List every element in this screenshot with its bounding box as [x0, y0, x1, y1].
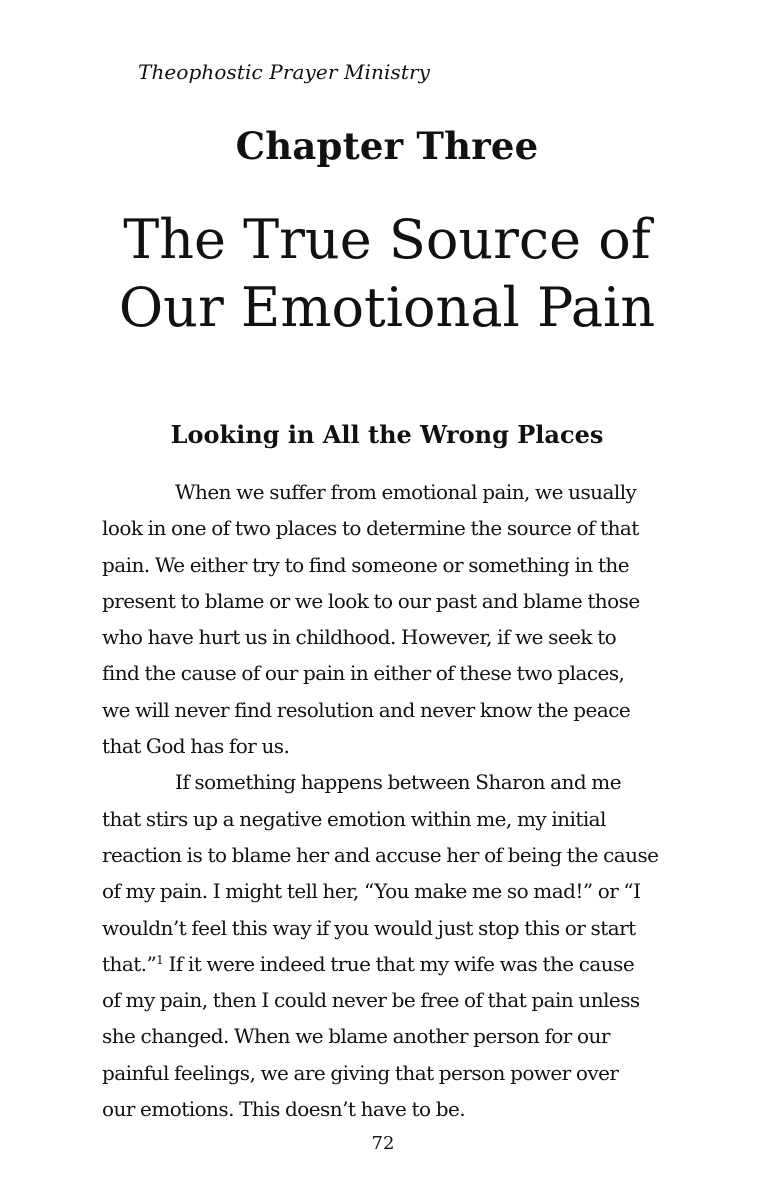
text-line: If something happens between Sharon and me: [175, 770, 621, 795]
text-line: of my pain. I might tell her, “You make me so mad!” or “I: [102, 879, 641, 904]
chapter-title-line: The True Source of: [123, 208, 651, 271]
text-segment: If it were indeed true that my wife was the cause: [163, 951, 635, 976]
text-line: find the cause of our pain in either of these two places,: [102, 661, 625, 686]
text-line: wouldn’t feel this way if you would just stop this or start: [102, 915, 636, 940]
page-number: 72: [371, 1133, 395, 1154]
section-heading: Looking in All the Wrong Places: [170, 420, 604, 449]
text-line: present to blame or we look to our past and blame those: [102, 588, 640, 613]
paragraph: [102, 474, 662, 764]
running-head: Theophostic Prayer Ministry: [138, 60, 431, 84]
footnote-reference[interactable]: 1: [156, 952, 164, 967]
text-line: reaction is to blame her and accuse her of being the cause: [102, 842, 659, 867]
text-line: [102, 946, 662, 982]
text-segment: that.”: [102, 951, 157, 976]
text-line: that God has for us.: [102, 734, 290, 759]
text-line: painful feelings, we are giving that person power over: [102, 1060, 619, 1085]
chapter-label: Chapter Three: [235, 124, 539, 168]
text-line: pain. We either try to find someone or something in the: [102, 552, 630, 577]
paragraph: [102, 764, 662, 1127]
text-line: who have hurt us in childhood. However, if we seek to: [102, 625, 617, 650]
text-line: of my pain, then I could never be free of that pain unless: [102, 988, 640, 1013]
chapter-title-line: Our Emotional Pain: [118, 276, 656, 339]
text-line: look in one of two places to determine the source of that: [102, 516, 639, 541]
text-line: she changed. When we blame another person for our: [102, 1024, 610, 1049]
text-line: that stirs up a negative emotion within me, my initial: [102, 806, 606, 831]
chapter-title: [0, 206, 774, 342]
body-text: [102, 474, 662, 1127]
text-line: we will never find resolution and never know the peace: [102, 697, 631, 722]
text-line: our emotions. This doesn’t have to be.: [102, 1097, 466, 1122]
text-line: When we suffer from emotional pain, we usually: [175, 480, 637, 504]
